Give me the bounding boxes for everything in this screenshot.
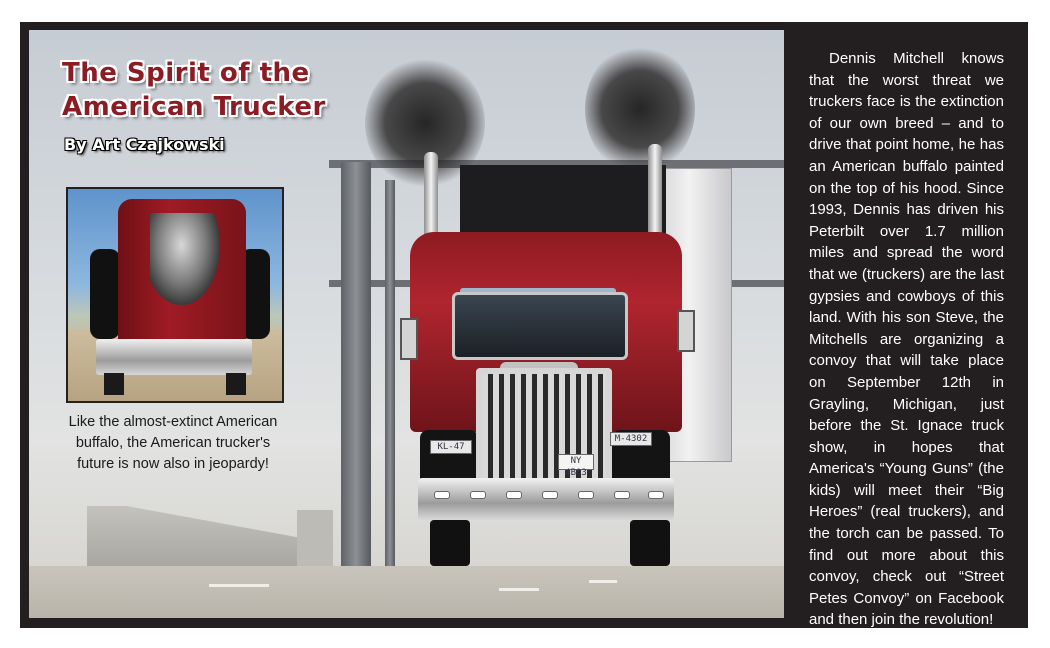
lane-marking bbox=[499, 588, 539, 591]
gantry-pole bbox=[341, 162, 371, 570]
photo-caption: Like the almost-extinct American buffalo, the American trucker's future is now also in jeopardy! bbox=[68, 414, 278, 472]
title-line-1: The Spirit of the bbox=[62, 58, 310, 88]
bumper-light bbox=[506, 491, 522, 499]
title-line-2: American Trucker bbox=[62, 92, 326, 122]
concrete-barrier bbox=[87, 506, 307, 566]
bumper-light bbox=[434, 491, 450, 499]
truck-grille bbox=[476, 368, 612, 488]
inset-tire-left bbox=[90, 249, 120, 339]
lane-marking bbox=[589, 580, 617, 583]
front-plate-left: KL-47 bbox=[430, 440, 472, 454]
article-body: Dennis Mitchell knows that the worst threat we truckers face is the extinction of our own breed – and to drive that point home, he has an American buffalo painted on the top of his hood. Since 1993, Dennis has driven his Peterbilt over 1.7 million miles and spread the word that we (truckers) are the last gypsies and cowboys of this land. With his son Steve, the Mitchells are organizing a convoy that will take place on September 12th in Grayling, Michigan, just before the St. Ignace truck show, in hopes that America's “Young Guns” (the kids) will meet their “Big Heroes” (real truckers), and the torch can be passed. To find out more about this convoy, check out “Street Petes Convoy” on Facebook and then join the revolution! bbox=[809, 50, 1004, 629]
byline: By Art Czajkowski bbox=[64, 135, 225, 154]
mirror-left bbox=[400, 318, 418, 360]
bumper-light bbox=[614, 491, 630, 499]
tire-right bbox=[630, 520, 670, 566]
exhaust-smoke-right bbox=[585, 44, 695, 174]
bumper-light bbox=[470, 491, 486, 499]
mirror-right bbox=[677, 310, 695, 352]
barrier-block bbox=[297, 510, 333, 566]
lane-marking bbox=[209, 584, 269, 587]
fender-left bbox=[420, 430, 478, 482]
gantry-pole-thin bbox=[385, 180, 395, 570]
tire-left bbox=[430, 520, 470, 566]
windshield bbox=[452, 292, 628, 360]
inset-bumper bbox=[96, 339, 252, 375]
bumper-light bbox=[578, 491, 594, 499]
road-surface bbox=[29, 566, 784, 618]
license-plate: NY 4B03 bbox=[558, 454, 594, 470]
bumper-light bbox=[648, 491, 664, 499]
front-plate-right: M-4302 bbox=[610, 432, 652, 446]
buffalo-painting bbox=[150, 213, 220, 305]
front-bumper bbox=[418, 478, 674, 520]
inset-wheel-left bbox=[104, 373, 124, 395]
article-title bbox=[62, 56, 326, 124]
inset-wheel-right bbox=[226, 373, 246, 395]
bumper-light bbox=[542, 491, 558, 499]
buffalo-hood-photo bbox=[66, 187, 284, 403]
